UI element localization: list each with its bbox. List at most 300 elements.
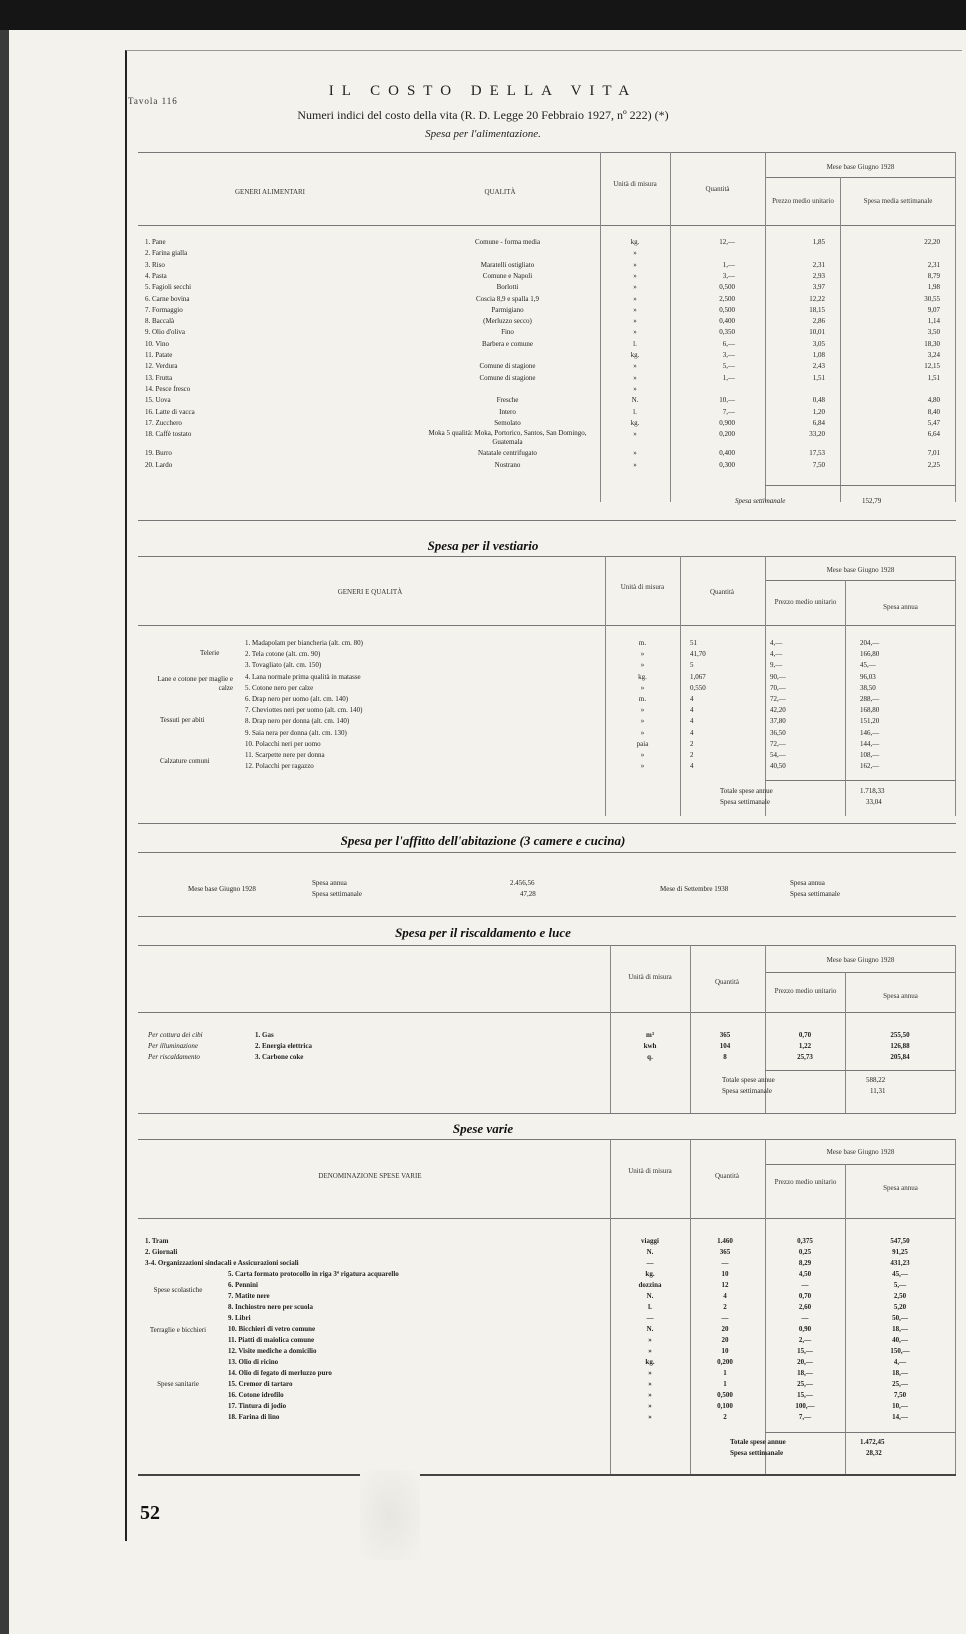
misc-item-spend: 150,— — [890, 1347, 910, 1355]
food-item-quality: (Merluzzo secco) — [483, 317, 532, 325]
food-item-name: 3. Riso — [145, 261, 165, 269]
clothing-subheader-rule — [765, 580, 956, 581]
food-hdr-spesa: Spesa media settimanale — [863, 197, 933, 205]
clothing-item-unit: » — [640, 717, 645, 725]
clothing-item-price: 72,— — [770, 740, 786, 748]
food-item-name: 14. Pesce fresco — [145, 385, 191, 393]
food-item-price: 2,31 — [812, 261, 825, 269]
misc-col-sep — [955, 1139, 956, 1474]
food-item-qty: 1,— — [722, 374, 735, 382]
clothing-item-price: 42,20 — [770, 706, 786, 714]
food-item-price: 18,15 — [809, 306, 825, 314]
food-item-quality: Natatale centrifugato — [478, 449, 537, 457]
clothing-total-annual: 1.718,33 — [860, 787, 885, 795]
heating-item-group: Per cottura dei cibi — [148, 1031, 203, 1039]
misc-item-price: 0,70 — [798, 1292, 812, 1300]
misc-item-unit: dozzina — [638, 1281, 662, 1289]
clothing-item-spend: 151,20 — [860, 717, 880, 725]
rent-current-weekly-label: Spesa settimanale — [790, 890, 840, 898]
food-item-unit: kg. — [630, 238, 640, 246]
misc-item-price: 0,375 — [797, 1237, 813, 1245]
heating-total-rule — [765, 1070, 956, 1071]
misc-item-price: 8,29 — [798, 1259, 812, 1267]
food-item-quality: Borlotti — [496, 283, 519, 291]
food-item-quality: Parmigiano — [491, 306, 524, 314]
misc-total-weekly-label: Spesa settimanale — [730, 1449, 784, 1457]
misc-item-unit: kg. — [645, 1358, 655, 1366]
food-item-quality: Comune e Napoli — [482, 272, 533, 280]
table-number: Tavola 116 — [128, 96, 178, 106]
clothing-item-unit: » — [640, 751, 645, 759]
misc-item-qty: 10 — [721, 1347, 729, 1355]
clothing-item-unit: paia — [636, 740, 649, 748]
clothing-col-sep — [765, 556, 766, 816]
misc-header-rule — [138, 1218, 956, 1219]
food-item-qty: 1,— — [722, 261, 735, 269]
food-total-label: Spesa settimanale — [735, 497, 786, 505]
misc-hdr-quantita: Quantità — [714, 1172, 740, 1180]
food-item-name: 16. Latte di vacca — [145, 408, 195, 416]
clothing-item-spend: 166,80 — [860, 650, 880, 658]
food-item-qty: 10,— — [719, 396, 735, 404]
misc-item-desc: 17. Tintura di jodio — [228, 1402, 287, 1410]
clothing-group-label: Lane e cotone per maglie e calze — [157, 675, 233, 692]
misc-col-sep — [690, 1139, 691, 1474]
misc-item-desc: 18. Farina di lino — [228, 1413, 280, 1421]
misc-group-label: Terraglie e bicchieri — [149, 1326, 207, 1334]
misc-item-desc: 7. Matite nere — [228, 1292, 270, 1300]
misc-item-qty: 0,500 — [717, 1391, 733, 1399]
misc-top-rule — [138, 1139, 956, 1140]
rent-base-month: Mese base Giugno 1928 — [188, 885, 256, 893]
misc-item-desc: 15. Cremor di tartaro — [228, 1380, 293, 1388]
food-item-unit: N. — [631, 396, 639, 404]
food-item-spend: 4,80 — [927, 396, 940, 404]
clothing-item-desc: 12. Polacchi per ragazzo — [245, 762, 314, 770]
rent-current-annual-label: Spesa annua — [790, 879, 825, 887]
misc-item-spend: 18,— — [892, 1369, 908, 1377]
clothing-item-unit: » — [640, 684, 645, 692]
misc-item-desc: 14. Olio di fegato di merluzzo puro — [228, 1369, 332, 1377]
clothing-item-desc: 6. Drap nero per uomo (alt. cm. 140) — [245, 695, 349, 703]
food-item-qty: 5,— — [722, 362, 735, 370]
misc-item-price: 100,— — [795, 1402, 815, 1410]
heating-item-spend: 126,88 — [890, 1042, 910, 1050]
food-hdr-unita: Unità di misura — [613, 180, 657, 188]
food-item-quality: Barbera e comune — [482, 340, 533, 348]
rent-annual-label: Spesa annua — [312, 879, 347, 887]
heating-subheader-rule — [765, 972, 956, 973]
heating-col-sep — [690, 945, 691, 1113]
food-item-qty: 0,350 — [719, 328, 735, 336]
food-item-spend: 5,47 — [927, 419, 940, 427]
misc-item-price: 25,— — [797, 1380, 813, 1388]
food-item-price: 2,43 — [812, 362, 825, 370]
food-item-spend: 7,01 — [927, 449, 940, 457]
food-item-unit: » — [633, 249, 637, 257]
food-total-rule — [765, 485, 956, 486]
clothing-group-label: Calzature comuni — [160, 757, 210, 765]
misc-item-price: 20,— — [797, 1358, 813, 1366]
food-item-unit: l. — [633, 340, 637, 348]
clothing-item-qty: 2 — [690, 740, 694, 748]
misc-total-weekly: 28,32 — [866, 1449, 882, 1457]
misc-item-qty: — — [721, 1314, 729, 1322]
food-item-unit: » — [633, 374, 637, 382]
food-item-unit: » — [633, 261, 637, 269]
food-item-spend: 8,79 — [927, 272, 940, 280]
misc-item-desc: 13. Olio di ricino — [228, 1358, 279, 1366]
misc-item-unit: » — [648, 1347, 652, 1355]
food-item-qty: 3,— — [722, 272, 735, 280]
misc-item-desc: 1. Tram — [145, 1237, 169, 1245]
misc-item-price: 15,— — [797, 1347, 813, 1355]
food-item-quality: Coscia 8,9 e spalla 1,9 — [476, 295, 539, 303]
food-item-unit: » — [633, 283, 637, 291]
misc-total-annual: 1.472,45 — [860, 1438, 885, 1446]
clothing-hdr-generi: GENERI E QUALITÀ — [337, 588, 403, 596]
food-header-rule — [138, 225, 956, 226]
food-hdr-prezzo: Prezzo medio unitario — [772, 197, 834, 205]
food-item-price: 1,08 — [812, 351, 825, 359]
heating-col-sep — [610, 945, 611, 1113]
food-item-qty: 7,— — [722, 408, 735, 416]
misc-item-desc: 5. Carta formato protocollo in riga 3ª rigatura acquarello — [228, 1270, 399, 1278]
heating-item-unit: kwh — [643, 1042, 657, 1050]
misc-item-spend: 431,23 — [890, 1259, 910, 1267]
clothing-group-label: Tessuti per abiti — [160, 716, 205, 724]
clothing-item-unit: » — [640, 650, 645, 658]
misc-item-desc: 2. Giornali — [145, 1248, 178, 1256]
food-item-name: 8. Baccalà — [145, 317, 175, 325]
food-item-quality: Fresche — [496, 396, 519, 404]
clothing-item-qty: 4 — [690, 695, 694, 703]
clothing-item-qty: 4 — [690, 729, 694, 737]
scan-smudge — [360, 1470, 420, 1560]
misc-item-unit: » — [648, 1391, 652, 1399]
food-col-sep — [670, 152, 671, 502]
food-item-unit: kg. — [630, 419, 640, 427]
misc-item-qty: 2 — [723, 1303, 727, 1311]
section-divider — [138, 520, 956, 521]
food-item-spend: 2,31 — [927, 261, 940, 269]
food-item-unit: » — [633, 272, 637, 280]
misc-item-unit: kg. — [645, 1270, 655, 1278]
rent-weekly-value: 47,28 — [520, 890, 536, 898]
misc-item-unit: l. — [648, 1303, 652, 1311]
food-col-sep — [840, 177, 841, 502]
misc-hdr-mese: Mese base Giugno 1928 — [826, 1148, 895, 1156]
heating-hdr-prezzo: Prezzo medio unitario — [774, 987, 837, 995]
food-col-sep — [600, 152, 601, 502]
clothing-item-price: 4,— — [770, 639, 783, 647]
misc-item-spend: 5,— — [893, 1281, 907, 1289]
clothing-item-spend: 108,— — [860, 751, 880, 759]
clothing-item-price: 70,— — [770, 684, 786, 692]
food-item-spend: 3,24 — [927, 351, 940, 359]
food-item-name: 20. Lardo — [145, 461, 173, 469]
clothing-item-desc: 9. Saia nera per donna (alt. cm. 130) — [245, 729, 347, 737]
heating-hdr-spesa: Spesa annua — [883, 992, 918, 1000]
misc-item-desc: 11. Piatti di maiolica comune — [228, 1336, 315, 1344]
food-item-price: 2,86 — [812, 317, 825, 325]
food-item-unit: » — [633, 430, 637, 438]
food-top-rule — [138, 152, 956, 153]
heating-item-desc: 3. Carbone coke — [255, 1053, 304, 1061]
misc-hdr-prezzo: Prezzo medio unitario — [774, 1178, 837, 1186]
misc-subheader-rule — [765, 1164, 956, 1165]
food-item-spend: 1,98 — [927, 283, 940, 291]
misc-item-price: 7,— — [798, 1413, 812, 1421]
misc-item-qty: 0,100 — [717, 1402, 733, 1410]
clothing-total-weekly: 33,04 — [866, 798, 882, 806]
misc-item-qty: 20 — [721, 1336, 729, 1344]
clothing-col-sep — [680, 556, 681, 816]
misc-item-spend: 45,— — [892, 1270, 908, 1278]
clothing-hdr-prezzo: Prezzo medio unitario — [774, 598, 837, 606]
clothing-item-spend: 204,— — [860, 639, 880, 647]
food-item-qty: 2,500 — [719, 295, 735, 303]
food-item-price: 1,51 — [812, 374, 825, 382]
clothing-item-desc: 3. Tovagliato (alt. cm. 150) — [245, 661, 322, 669]
food-item-price: 6,84 — [812, 419, 825, 427]
food-item-name: 15. Uova — [145, 396, 171, 404]
clothing-item-unit: » — [640, 729, 645, 737]
misc-item-unit: » — [648, 1336, 652, 1344]
clothing-item-desc: 7. Cheviottes neri per uomo (alt. cm. 140) — [245, 706, 363, 714]
heating-item-qty: 104 — [719, 1042, 731, 1050]
heating-item-price: 25,73 — [797, 1053, 813, 1061]
misc-item-qty: 12 — [721, 1281, 729, 1289]
rent-current-month: Mese di Settembre 1938 — [660, 885, 729, 893]
heating-item-price: 1,22 — [798, 1042, 812, 1050]
food-item-quality: Moka 5 qualità: Moka, Portorico, Santos, San Domingo, Guatemala — [428, 429, 587, 446]
rent-section-title: Spesa per l'affitto dell'abitazione (3 camere e cucina) — [340, 833, 626, 848]
food-item-price: 3,05 — [812, 340, 825, 348]
clothing-item-qty: 4 — [690, 706, 694, 714]
food-item-qty: 3,— — [722, 351, 735, 359]
food-item-name: 1. Pane — [145, 238, 166, 246]
section-divider — [138, 1113, 956, 1114]
food-item-qty: 0,500 — [719, 283, 735, 291]
clothing-item-price: 90,— — [770, 673, 786, 681]
heating-col-sep — [845, 972, 846, 1113]
clothing-hdr-spesa: Spesa annua — [883, 603, 918, 611]
food-item-qty: 0,400 — [719, 317, 735, 325]
food-total-value: 152,79 — [862, 497, 882, 505]
food-item-price: 33,20 — [809, 430, 825, 438]
misc-item-price: 15,— — [797, 1391, 813, 1399]
food-item-qty: 0,200 — [719, 430, 735, 438]
clothing-item-unit: » — [640, 706, 645, 714]
food-item-price: 10,01 — [809, 328, 825, 336]
misc-item-qty: 1 — [723, 1369, 727, 1377]
clothing-item-unit: » — [640, 661, 645, 669]
misc-item-spend: 10,— — [892, 1402, 908, 1410]
food-item-quality: Maratelli ostigliato — [480, 261, 535, 269]
heating-header-rule — [138, 1012, 956, 1013]
food-item-name: 17. Zucchero — [145, 419, 182, 427]
food-item-spend: 6,64 — [927, 430, 940, 438]
heating-hdr-unita: Unità di misura — [628, 973, 672, 981]
misc-item-qty: 2 — [723, 1413, 727, 1421]
food-col-sep — [955, 152, 956, 502]
food-subheader-rule — [765, 177, 956, 178]
clothing-item-qty: 5 — [690, 661, 694, 669]
misc-item-unit: » — [648, 1380, 652, 1388]
food-hdr-generi: GENERI ALIMENTARI — [234, 188, 305, 196]
clothing-total-weekly-label: Spesa settimanale — [720, 798, 770, 806]
clothing-item-qty: 51 — [690, 639, 697, 647]
misc-item-unit: N. — [646, 1292, 654, 1300]
clothing-hdr-quantita: Quantità — [709, 588, 735, 596]
clothing-item-qty: 0,550 — [690, 684, 706, 692]
misc-item-spend: 18,— — [892, 1325, 908, 1333]
food-item-spend: 18,30 — [924, 340, 940, 348]
misc-item-price: 2,60 — [798, 1303, 812, 1311]
food-item-spend: 2,25 — [927, 461, 940, 469]
misc-item-price: 2,— — [798, 1336, 812, 1344]
food-item-price: 7,50 — [812, 461, 825, 469]
bottom-rule — [138, 1474, 956, 1476]
misc-item-desc: 8. Inchiostro nero per scuola — [228, 1303, 313, 1311]
misc-item-spend: 40,— — [892, 1336, 908, 1344]
food-item-price: 0,48 — [812, 396, 825, 404]
food-item-spend: 12,15 — [924, 362, 940, 370]
clothing-item-price: 9,— — [770, 661, 783, 669]
clothing-item-spend: 96,03 — [860, 673, 876, 681]
misc-item-unit: » — [648, 1369, 652, 1377]
food-item-spend: 3,50 — [927, 328, 940, 336]
food-item-price: 2,93 — [812, 272, 825, 280]
food-section-title: Spesa per l'alimentazione. — [425, 128, 541, 140]
misc-col-sep — [610, 1139, 611, 1474]
food-item-unit: kg. — [630, 351, 640, 359]
clothing-item-spend: 144,— — [860, 740, 880, 748]
misc-hdr-denom: DENOMINAZIONE SPESE VARIE — [318, 1172, 422, 1180]
food-item-price: 3,97 — [812, 283, 825, 291]
misc-item-unit: » — [648, 1413, 652, 1421]
misc-item-qty: 1 — [723, 1380, 727, 1388]
misc-item-desc: 9. Libri — [228, 1314, 251, 1322]
misc-item-unit: — — [646, 1314, 654, 1322]
misc-item-price: 0,90 — [798, 1325, 812, 1333]
misc-item-spend: 91,25 — [892, 1248, 908, 1256]
misc-item-desc: 3-4. Organizzazioni sindacali e Assicurazioni sociali — [145, 1259, 299, 1267]
food-hdr-mese: Mese base Giugno 1928 — [826, 163, 895, 171]
food-item-quality: Comune di stagione — [479, 362, 536, 370]
food-item-name: 10. Vino — [145, 340, 169, 348]
heating-item-unit: q. — [647, 1053, 653, 1061]
misc-group-label: Spese scolastiche — [153, 1286, 203, 1294]
food-item-spend: 1,51 — [927, 374, 940, 382]
food-item-name: 11. Patate — [145, 351, 173, 359]
food-hdr-qualita: QUALITÀ — [484, 188, 516, 196]
page-number: 52 — [140, 1502, 160, 1524]
misc-item-unit: N. — [646, 1248, 654, 1256]
heating-item-desc: 1. Gas — [255, 1031, 274, 1039]
misc-item-qty: 4 — [723, 1292, 727, 1300]
misc-item-spend: 14,— — [892, 1413, 908, 1421]
clothing-header-rule — [138, 625, 956, 626]
clothing-item-unit: kg. — [638, 673, 647, 681]
food-item-name: 4. Pasta — [145, 272, 167, 280]
heating-item-group: Per illuminazione — [148, 1042, 198, 1050]
page-subtitle: Numeri indici del costo della vita (R. D. Legge 20 Febbraio 1927, nº 222) (*) — [297, 108, 669, 122]
food-item-spend: 1,14 — [927, 317, 940, 325]
food-item-name: 2. Farina gialla — [145, 249, 188, 257]
food-item-quality: Intero — [499, 408, 516, 416]
clothing-item-price: 37,80 — [770, 717, 786, 725]
clothing-item-spend: 162,— — [860, 762, 880, 770]
food-item-unit: » — [633, 362, 637, 370]
page-title: IL COSTO DELLA VITA — [328, 83, 638, 99]
clothing-item-price: 54,— — [770, 751, 786, 759]
food-item-price: 1,85 — [812, 238, 825, 246]
clothing-item-unit: » — [640, 762, 645, 770]
misc-item-qty: 365 — [719, 1248, 731, 1256]
clothing-item-qty: 4 — [690, 762, 694, 770]
heating-item-price: 0,70 — [798, 1031, 812, 1039]
misc-item-price: — — [801, 1314, 809, 1322]
food-item-unit: l. — [633, 408, 637, 416]
misc-item-price: 18,— — [797, 1369, 813, 1377]
food-item-name: 13. Frutta — [145, 374, 173, 382]
misc-item-price: 0,25 — [798, 1248, 812, 1256]
food-item-quality: Nostrano — [494, 461, 521, 469]
misc-item-spend: 50,— — [892, 1314, 908, 1322]
misc-total-rule — [765, 1432, 956, 1433]
heating-total-annual: 588,22 — [866, 1076, 886, 1084]
food-item-spend: 9,07 — [927, 306, 940, 314]
food-col-sep — [765, 152, 766, 502]
food-item-qty: 0,500 — [719, 306, 735, 314]
misc-item-desc: 10. Bicchieri di vetro comune — [228, 1325, 316, 1333]
clothing-hdr-unita: Unità di misura — [620, 583, 665, 591]
clothing-item-spend: 288,— — [860, 695, 880, 703]
heating-hdr-quantita: Quantità — [714, 978, 740, 986]
clothing-item-price: 4,— — [770, 650, 783, 658]
heating-col-sep — [955, 945, 956, 1113]
food-hdr-quantita: Quantità — [705, 185, 730, 193]
misc-item-price: — — [801, 1281, 809, 1289]
misc-group-label: Spese sanitarie — [157, 1380, 199, 1388]
misc-item-desc: 16. Cotone idrofilo — [228, 1391, 284, 1399]
clothing-item-desc: 5. Cotone nero per calze — [245, 684, 314, 692]
food-item-quality: Fino — [501, 328, 514, 336]
heating-item-qty: 365 — [719, 1031, 731, 1039]
heating-item-unit: m³ — [646, 1031, 654, 1039]
food-item-quality: Semolato — [494, 419, 521, 427]
clothing-item-price: 36,50 — [770, 729, 786, 737]
misc-item-qty: 20 — [721, 1325, 729, 1333]
misc-hdr-unita: Unità di misura — [628, 1167, 672, 1175]
food-item-spend: 30,55 — [924, 295, 940, 303]
food-item-unit: » — [633, 461, 637, 469]
clothing-item-desc: 11. Scarpette nere per donna — [245, 751, 325, 759]
clothing-item-price: 72,— — [770, 695, 786, 703]
misc-item-spend: 7,50 — [893, 1391, 907, 1399]
food-item-name: 7. Formaggio — [145, 306, 183, 314]
food-item-qty: 0,400 — [719, 449, 735, 457]
clothing-item-unit: m. — [638, 639, 647, 647]
food-item-qty: 12,— — [719, 238, 735, 246]
food-item-qty: 6,— — [722, 340, 735, 348]
food-item-unit: » — [633, 295, 637, 303]
misc-item-desc: 12. Visite mediche a domicilio — [228, 1347, 317, 1355]
heating-item-desc: 2. Energia elettrica — [255, 1042, 312, 1050]
food-item-unit: » — [633, 317, 637, 325]
